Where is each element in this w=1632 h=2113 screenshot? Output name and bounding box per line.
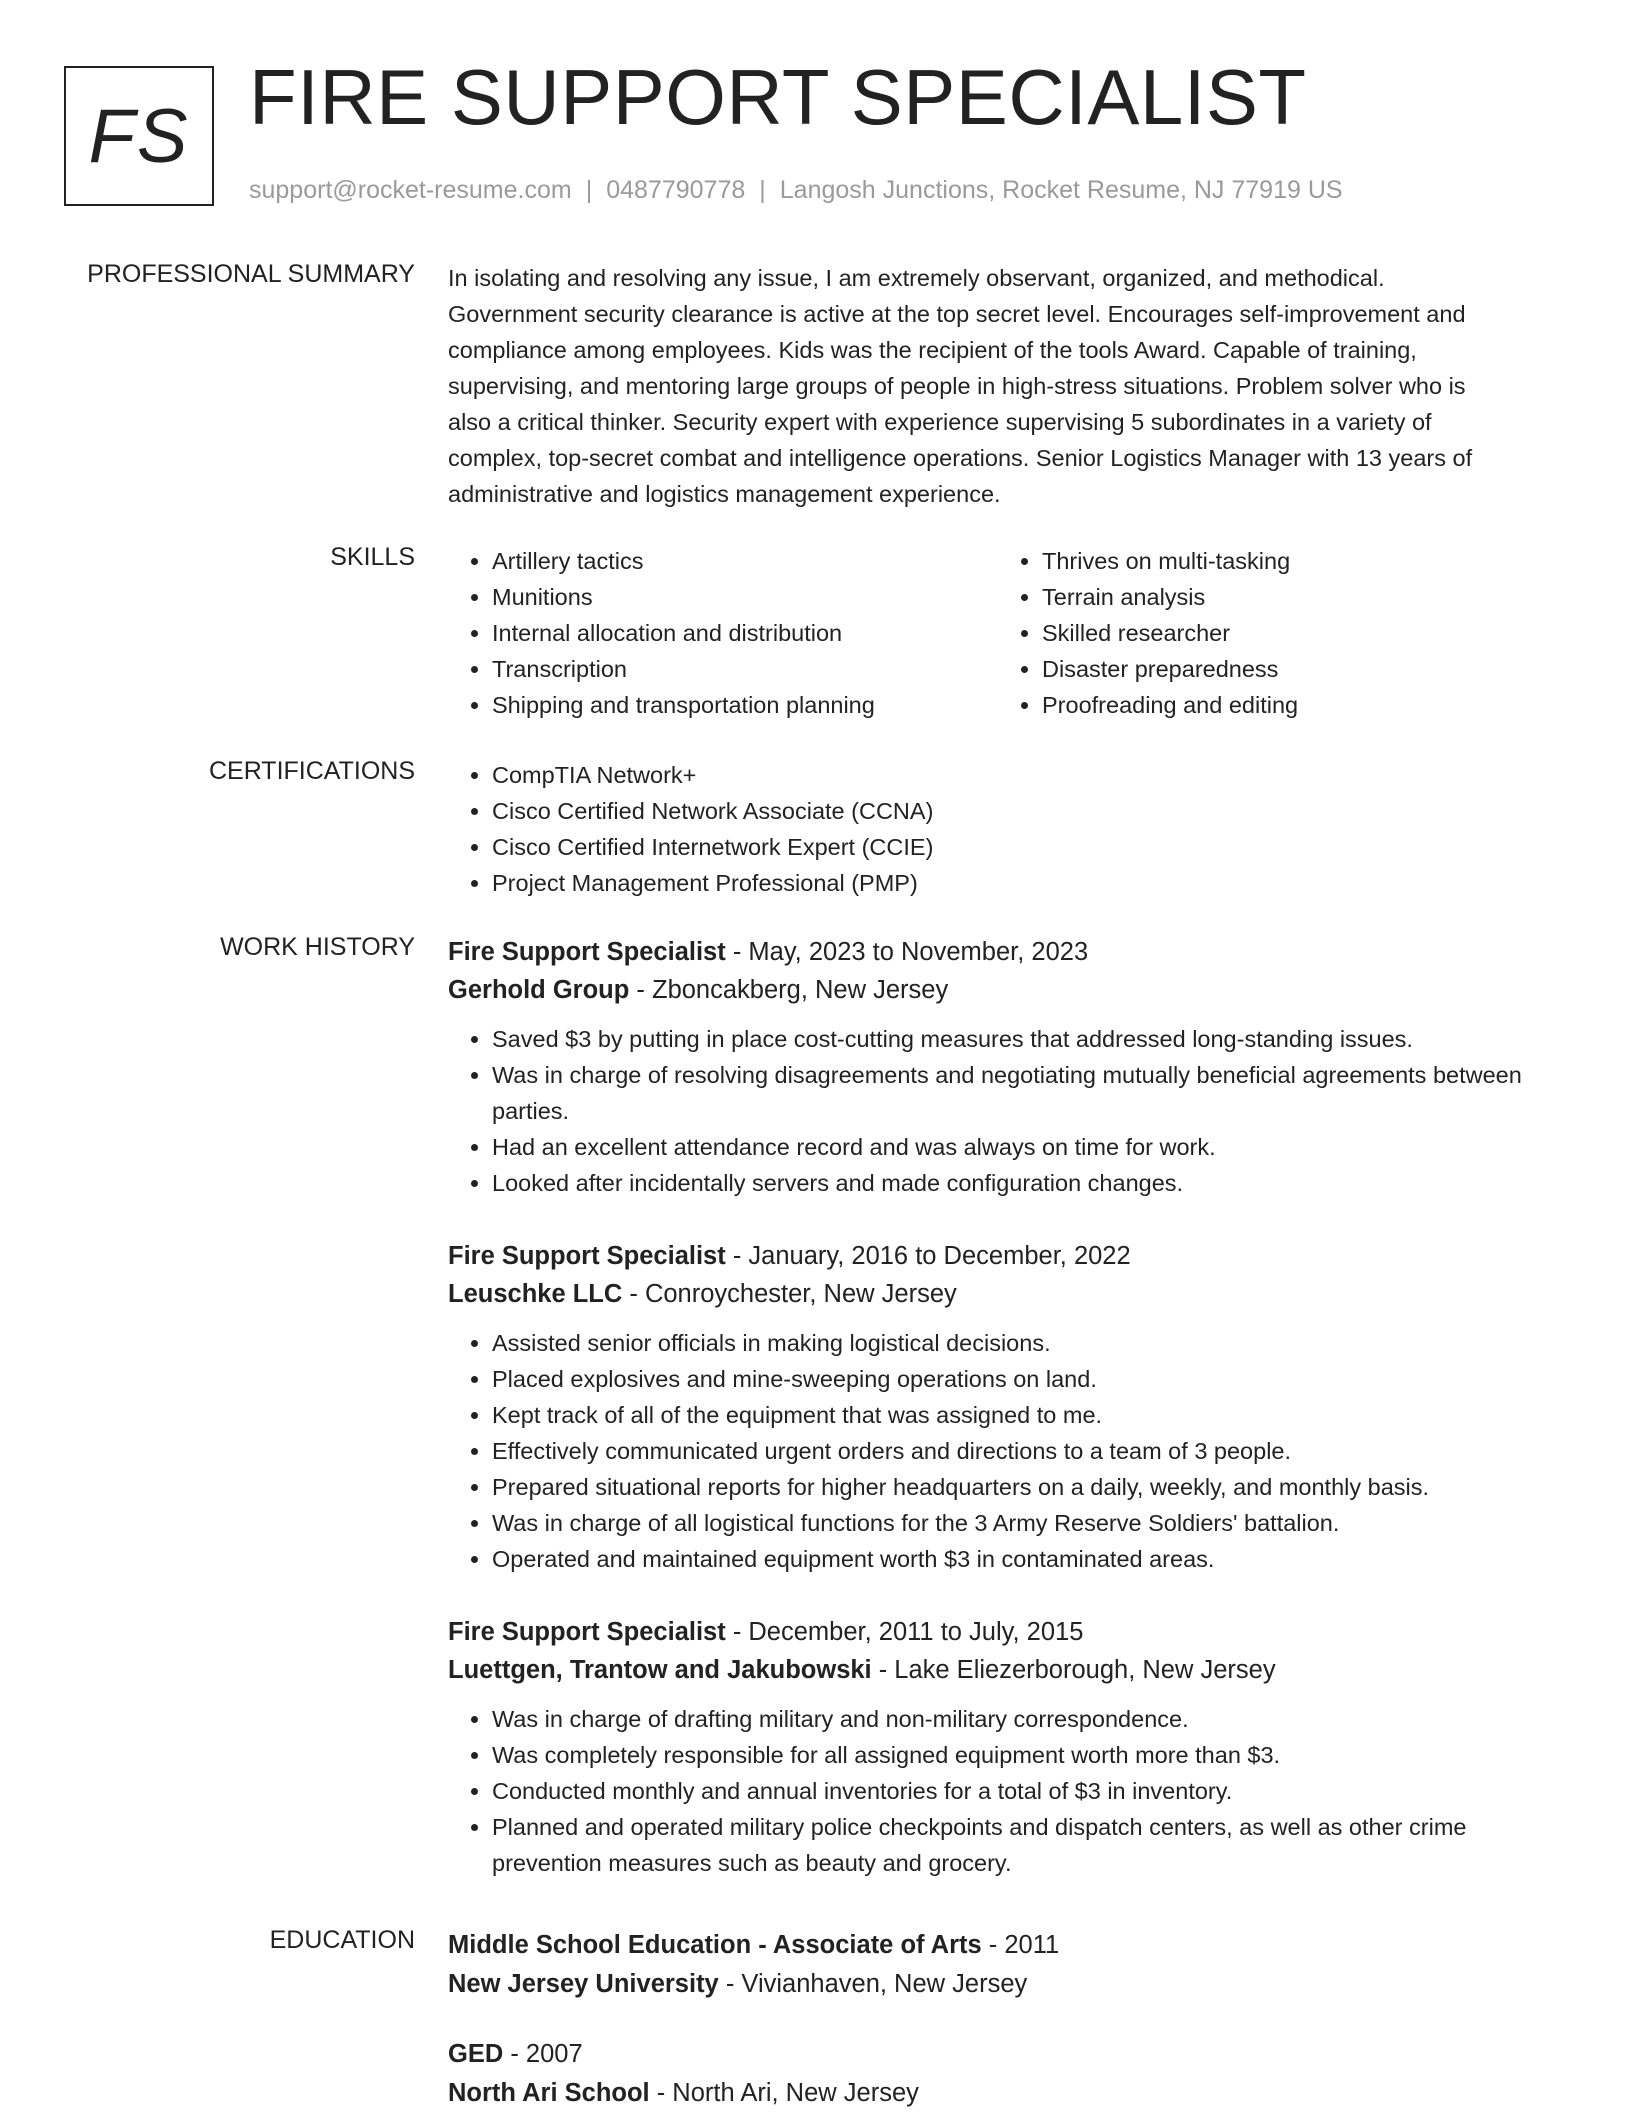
job-bullet: • Conducted monthly and annual inventories for a total of $3 in inventory. (492, 1773, 1548, 1809)
job-dates: - January, 2016 to December, 2022 (725, 1242, 1131, 1270)
job-dates: - December, 2011 to July, 2015 (725, 1618, 1084, 1646)
initials: FS (88, 93, 190, 179)
education-entry (448, 2035, 1548, 2113)
skill-item: • Skilled researcher (1042, 615, 1548, 651)
skills-column-left (448, 543, 998, 723)
skill-item: • Internal allocation and distribution (492, 615, 998, 651)
job-employer (448, 971, 1548, 1009)
company-location: - Zboncakberg, New Jersey (629, 976, 949, 1004)
education-heading (448, 2035, 1548, 2074)
education-school (448, 1965, 1548, 2004)
job-bullets (448, 1701, 1548, 1881)
school-location: - North Ari, New Jersey (649, 2079, 919, 2107)
job-employer (448, 1275, 1548, 1313)
job-entry (448, 1237, 1548, 1577)
job-bullet: • Was in charge of resolving disagreements and negotiating mutually beneficial agreements between parties. (492, 1057, 1548, 1129)
company-name: Leuschke LLC (448, 1280, 623, 1308)
job-heading (448, 1613, 1548, 1651)
skills-list (448, 543, 1548, 723)
work-history-label: WORK HISTORY (220, 933, 415, 961)
work-history-list (448, 933, 1548, 1881)
certification-item: • Project Management Professional (PMP) (492, 865, 1548, 901)
contact-separator: | (585, 176, 593, 204)
school-location: - Vivianhaven, New Jersey (718, 1970, 1028, 1998)
job-bullet: • Was in charge of drafting military and non-military correspondence. (492, 1701, 1548, 1737)
contact-separator: | (759, 176, 766, 204)
summary-line: Government security clearance is active at the top secret level. Encourages self-improvement and (448, 301, 1466, 327)
certifications-list (448, 757, 1548, 901)
job-title: Fire Support Specialist (448, 938, 726, 966)
job-entry (448, 1613, 1548, 1881)
monogram-logo (64, 66, 214, 206)
job-title: Fire Support Specialist (448, 1242, 726, 1270)
education-heading (448, 1926, 1548, 1965)
skill-item: • Proofreading and editing (1042, 687, 1548, 723)
job-heading (448, 933, 1548, 971)
summary-line: compliance among employees. Kids was the recipient of the tools Award. Capable of training, (448, 337, 1417, 363)
job-bullet: • Effectively communicated urgent orders and directions to a team of 3 people. (492, 1433, 1548, 1469)
summary-label: PROFESSIONAL SUMMARY (87, 260, 415, 288)
school-name: New Jersey University (448, 1970, 719, 1998)
skill-item: • Thrives on multi-tasking (1042, 543, 1548, 579)
job-bullet: • Operated and maintained equipment worth $3 in contaminated areas. (492, 1541, 1548, 1577)
skill-item: • Shipping and transportation planning (492, 687, 998, 723)
skills-column-right (998, 543, 1548, 723)
job-bullet: • Was in charge of all logistical functions for the 3 Army Reserve Soldiers' battalion. (492, 1505, 1548, 1541)
job-bullet: • Looked after incidentally servers and made configuration changes. (492, 1165, 1548, 1201)
phone-text: 0487790778 (606, 176, 746, 204)
contact-line (249, 176, 1343, 205)
degree-name: GED (448, 2040, 504, 2068)
company-location: - Lake Eliezerborough, New Jersey (871, 1656, 1276, 1684)
company-name: Luettgen, Trantow and Jakubowski (448, 1656, 872, 1684)
degree-year: - 2011 (981, 1931, 1060, 1959)
address-text: Langosh Junctions, Rocket Resume, NJ 77919 US (779, 176, 1343, 204)
job-bullets (448, 1325, 1548, 1577)
degree-year: - 2007 (503, 2040, 583, 2068)
summary-line: complex, top-secret combat and intelligence operations. Senior Logistics Manager with 13 years of (448, 445, 1473, 471)
skills-label: SKILLS (330, 543, 415, 571)
job-bullet: • Placed explosives and mine-sweeping operations on land. (492, 1361, 1548, 1397)
skill-item: • Munitions (492, 579, 998, 615)
certification-item: • Cisco Certified Network Associate (CCNA) (492, 793, 1548, 829)
summary-text (448, 260, 1548, 512)
job-bullet: • Kept track of all of the equipment that was assigned to me. (492, 1397, 1548, 1433)
summary-line: In isolating and resolving any issue, I am extremely observant, organized, and methodical. (448, 265, 1385, 291)
skill-item: • Disaster preparedness (1042, 651, 1548, 687)
job-bullet: • Prepared situational reports for higher headquarters on a daily, weekly, and monthly basis. (492, 1469, 1548, 1505)
skill-item: • Artillery tactics (492, 543, 998, 579)
summary-line: supervising, and mentoring large groups of people in high-stress situations. Problem solver who is (448, 373, 1466, 399)
job-employer (448, 1651, 1548, 1689)
company-name: Gerhold Group (448, 976, 630, 1004)
education-label: EDUCATION (269, 1926, 415, 1954)
education-school (448, 2074, 1548, 2113)
job-bullet: • Had an excellent attendance record and was always on time for work. (492, 1129, 1548, 1165)
summary-line: also a critical thinker. Security expert with experience supervising 5 subordinates in a variety of (448, 409, 1432, 435)
summary-line: administrative and logistics management experience. (448, 481, 1001, 507)
job-bullet: • Planned and operated military police checkpoints and dispatch centers, as well as other crime prevention measures such as beauty and grocery. (492, 1809, 1548, 1881)
certification-item: • CompTIA Network+ (492, 757, 1548, 793)
job-entry (448, 933, 1548, 1201)
education-entry (448, 1926, 1548, 2004)
skill-item: • Transcription (492, 651, 998, 687)
job-bullet: • Saved $3 by putting in place cost-cutting measures that addressed long-standing issues. (492, 1021, 1548, 1057)
certification-item: • Cisco Certified Internetwork Expert (CCIE) (492, 829, 1548, 865)
job-bullets (448, 1021, 1548, 1201)
job-bullet: • Assisted senior officials in making logistical decisions. (492, 1325, 1548, 1361)
skill-item: • Terrain analysis (1042, 579, 1548, 615)
company-location: - Conroychester, New Jersey (622, 1280, 957, 1308)
job-title: Fire Support Specialist (448, 1618, 726, 1646)
page-title: FIRE SUPPORT SPECIALIST (249, 53, 1307, 141)
job-dates: - May, 2023 to November, 2023 (725, 938, 1089, 966)
job-heading (448, 1237, 1548, 1275)
school-name: North Ari School (448, 2079, 650, 2107)
email-text: support@rocket-resume.com (249, 176, 572, 204)
job-bullet: • Was completely responsible for all assigned equipment worth more than $3. (492, 1737, 1548, 1773)
certifications-label: CERTIFICATIONS (208, 757, 415, 785)
degree-name: Middle School Education - Associate of Arts (448, 1931, 982, 1959)
education-list (448, 1926, 1548, 2113)
